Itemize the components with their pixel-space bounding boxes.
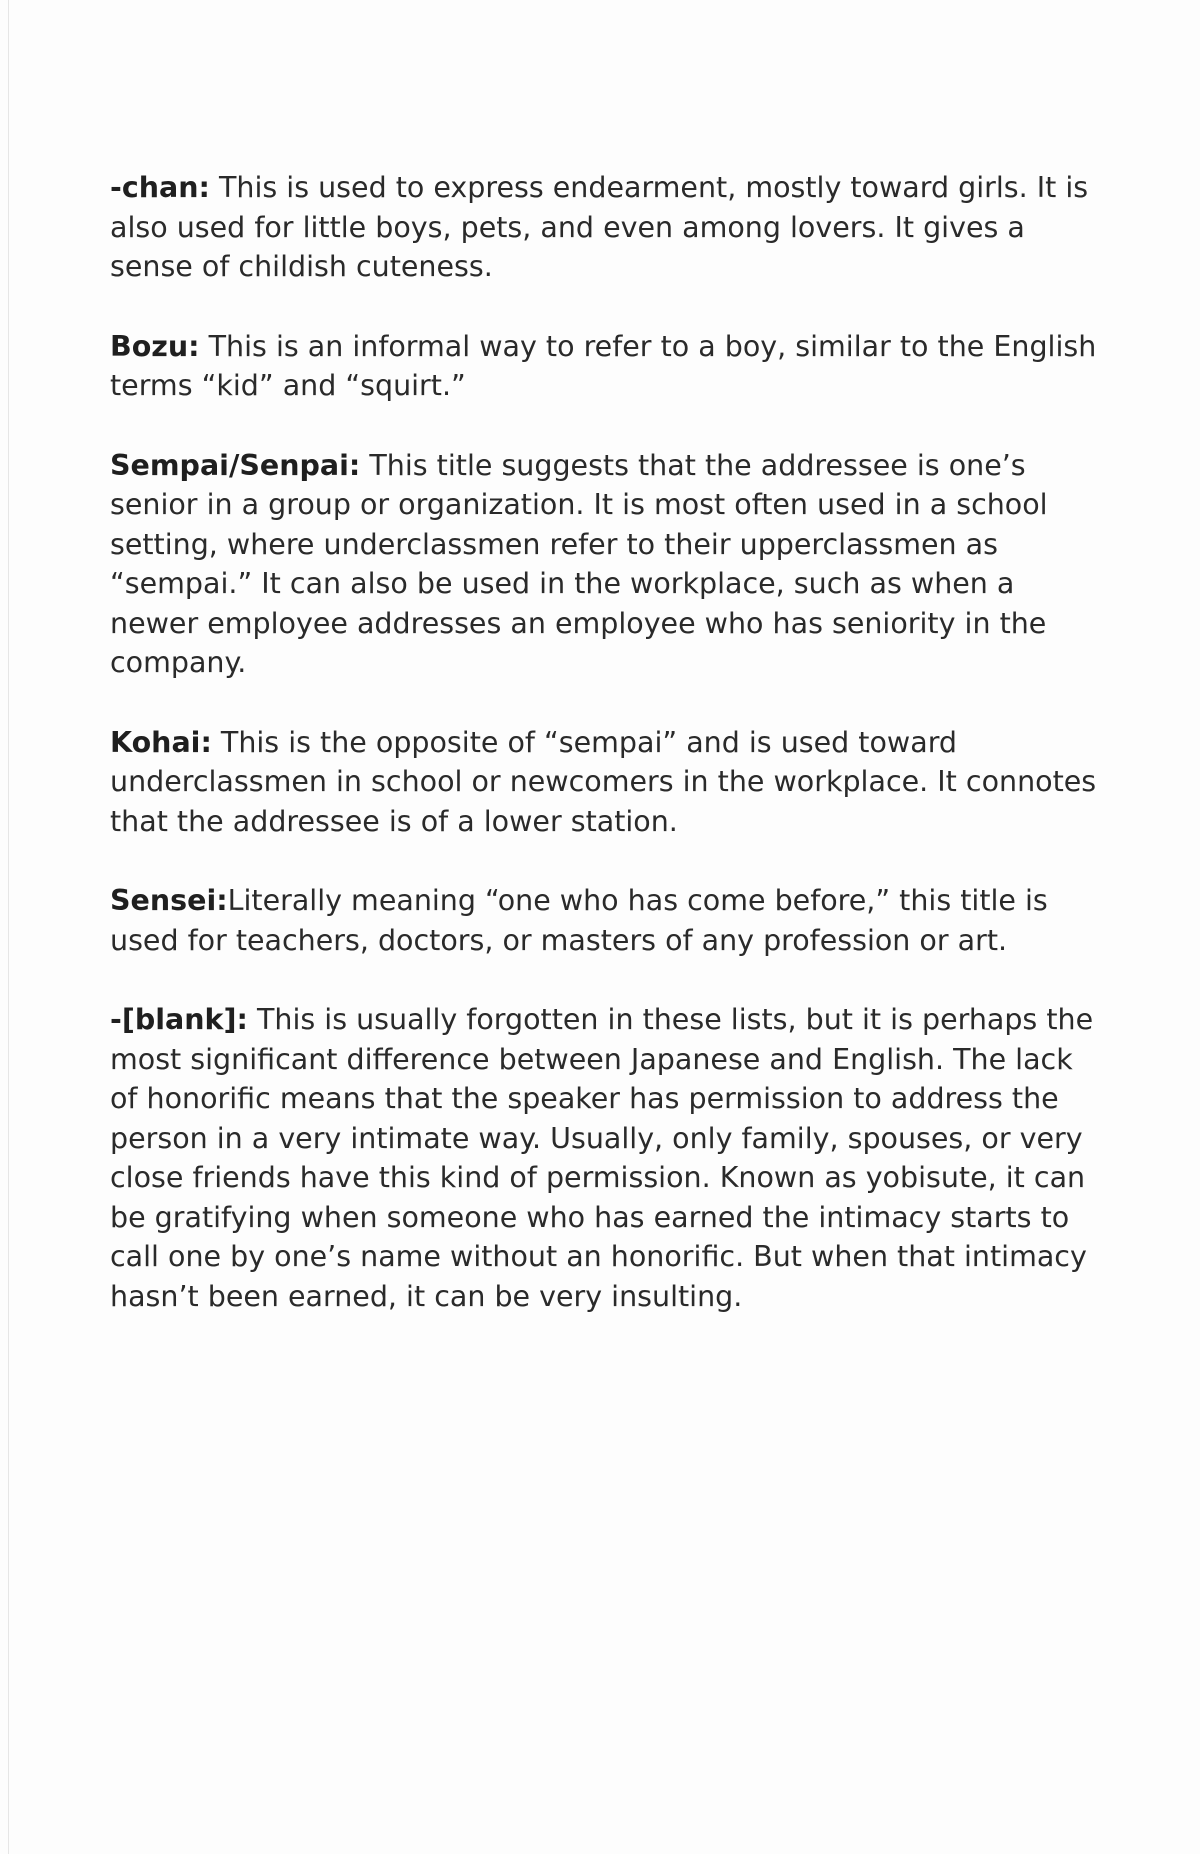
entry-sempai — [110, 446, 1100, 683]
entry-sensei — [110, 881, 1100, 960]
entry-term: -chan: — [110, 171, 210, 204]
entry-term: -[blank]: — [110, 1003, 248, 1036]
entry-term: Sensei: — [110, 884, 228, 917]
entry-term: Kohai: — [110, 725, 212, 759]
entry-definition: This is usually forgotten in these lists, but it is perhaps the most significant difference between Japanese and English. The lack of honorific means that the speaker has permission to address the person in a very intimate way. Usually, only family, spouses, or very close friends have this kind of permission. Known as yobisute, it can be gratifying when someone who has earned the intimacy starts to call one by one’s name without an honorific. But when that intimacy hasn’t been earned, it can be very insulting. — [110, 1003, 1094, 1313]
entry-blank — [110, 1000, 1100, 1316]
page-edge — [8, 0, 9, 1854]
entry-kohai — [110, 723, 1100, 842]
entry-definition: This is an informal way to refer to a boy, similar to the English terms “kid” and “squirt.” — [110, 329, 1097, 402]
entry-term: Bozu: — [110, 329, 200, 363]
entry-definition: Literally meaning “one who has come before,” this title is used for teachers, doctors, or masters of any profession or art. — [110, 884, 1048, 957]
entry-definition: This is the opposite of “sempai” and is used toward underclassmen in school or newcomers in the workplace. It connotes that the addressee is of a lower station. — [110, 725, 1097, 838]
entry-definition: This title suggests that the addressee is one’s senior in a group or organization. It is most often used in a school setting, where underclassmen refer to their upperclassmen as “sempai.” It can also be used in the workplace, such as when a newer employee addresses an employee who has seniority in the company. — [110, 448, 1048, 679]
honorifics-list — [110, 168, 1100, 1356]
entry-chan — [110, 168, 1100, 287]
entry-bozu — [110, 327, 1100, 406]
entry-definition: This is used to express endearment, mostly toward girls. It is also used for little boys, pets, and even among lovers. It gives a sense of childish cuteness. — [110, 171, 1089, 283]
entry-term: Sempai/Senpai: — [110, 448, 361, 482]
